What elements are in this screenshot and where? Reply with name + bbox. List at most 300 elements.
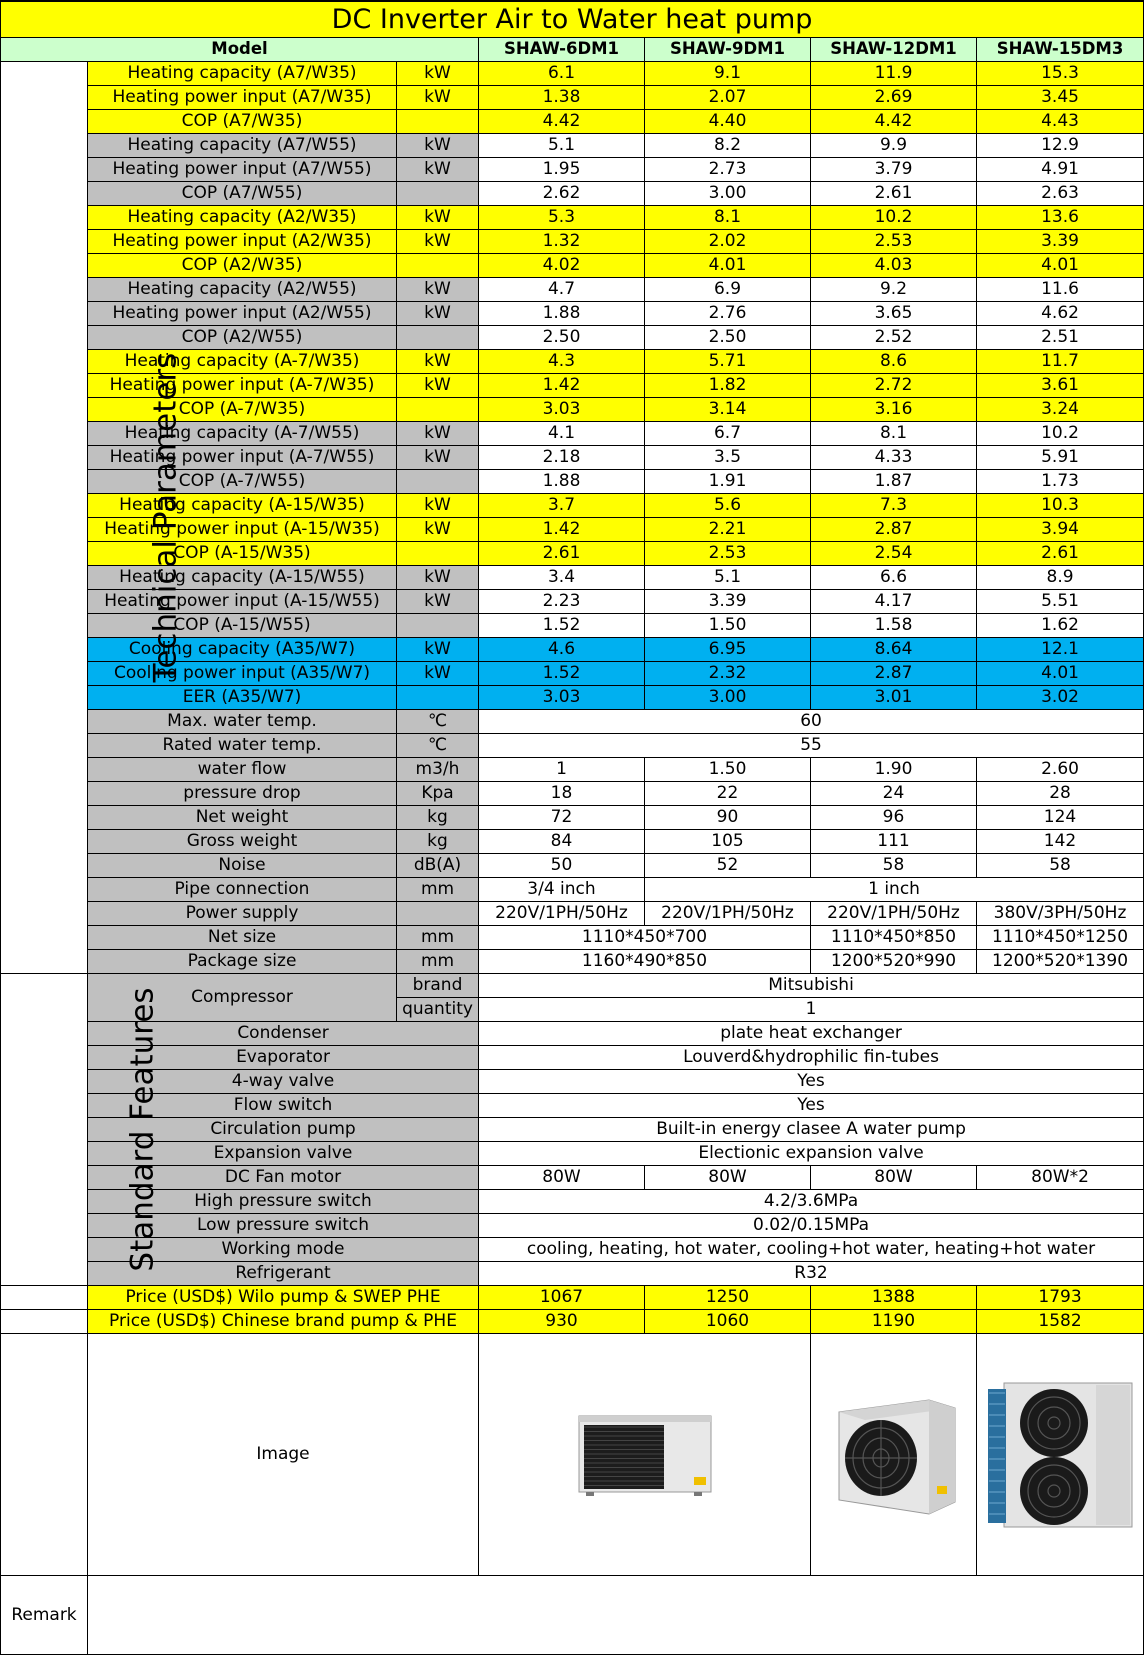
parameter-unit: ℃ — [397, 710, 479, 734]
parameter-label: Heating power input (A-15/W55) — [88, 590, 397, 614]
parameter-value: 2.23 — [479, 590, 645, 614]
parameter-unit — [397, 470, 479, 494]
parameter-value: 1 — [479, 758, 645, 782]
parameter-value: 60 — [479, 710, 1144, 734]
parameter-value: 2.02 — [645, 230, 811, 254]
parameter-label: Net size — [88, 926, 397, 950]
price-side-cell — [1, 1286, 88, 1310]
parameter-label: Heating power input (A-15/W35) — [88, 518, 397, 542]
feature-value: Yes — [479, 1094, 1144, 1118]
feature-value: Built-in energy clasee A water pump — [479, 1118, 1144, 1142]
table-row — [1, 158, 1144, 182]
parameter-value: 3.39 — [977, 230, 1144, 254]
parameter-value: 1.58 — [811, 614, 977, 638]
remark-value — [88, 1576, 1144, 1655]
parameter-label: Heating power input (A7/W35) — [88, 86, 397, 110]
parameter-value: 4.62 — [977, 302, 1144, 326]
parameter-value: 12.1 — [977, 638, 1144, 662]
parameter-value: 2.87 — [811, 662, 977, 686]
parameter-value: Mitsubishi — [479, 974, 1144, 998]
parameter-value: 24 — [811, 782, 977, 806]
parameter-value: 220V/1PH/50Hz — [645, 902, 811, 926]
parameter-value: 15.3 — [977, 62, 1144, 86]
parameter-value: 2.50 — [479, 326, 645, 350]
product-image-cell — [479, 1334, 811, 1576]
parameter-label: Heating power input (A2/W35) — [88, 230, 397, 254]
feature-value: R32 — [479, 1262, 1144, 1286]
parameter-value: 2.21 — [645, 518, 811, 542]
parameter-label: Heating capacity (A7/W55) — [88, 134, 397, 158]
parameter-value: 4.03 — [811, 254, 977, 278]
parameter-unit: ℃ — [397, 734, 479, 758]
price-label: Price (USD$) Chinese brand pump & PHE — [88, 1310, 479, 1334]
feature-value: Electionic expansion valve — [479, 1142, 1144, 1166]
parameter-label: Compressor — [88, 974, 397, 1022]
parameter-unit — [397, 110, 479, 134]
parameter-value: 52 — [645, 854, 811, 878]
parameter-value: 4.91 — [977, 158, 1144, 182]
parameter-value: 1 — [479, 998, 1144, 1022]
parameter-value: 5.6 — [645, 494, 811, 518]
table-row — [1, 1070, 1144, 1094]
parameter-value: 8.1 — [645, 206, 811, 230]
price-value: 1250 — [645, 1286, 811, 1310]
table-row — [1, 1214, 1144, 1238]
parameter-unit — [397, 542, 479, 566]
parameter-label: Heating capacity (A-15/W35) — [88, 494, 397, 518]
group-label-text: Standard Features — [124, 987, 161, 1272]
table-row — [1, 1190, 1144, 1214]
price-value: 1067 — [479, 1286, 645, 1310]
parameter-label: COP (A2/W35) — [88, 254, 397, 278]
feature-value: 80W — [479, 1166, 645, 1190]
parameter-value: 5.91 — [977, 446, 1144, 470]
parameter-value: 1.52 — [479, 614, 645, 638]
parameter-value: 22 — [645, 782, 811, 806]
feature-value: 80W — [645, 1166, 811, 1190]
parameter-value: 3.79 — [811, 158, 977, 182]
parameter-value: 4.42 — [811, 110, 977, 134]
parameter-value: 4.40 — [645, 110, 811, 134]
table-row — [1, 1334, 1144, 1576]
parameter-value: 2.53 — [645, 542, 811, 566]
parameter-value: 4.17 — [811, 590, 977, 614]
parameter-value: 3.39 — [645, 590, 811, 614]
parameter-value: 1200*520*990 — [811, 950, 977, 974]
parameter-label: COP (A-7/W35) — [88, 398, 397, 422]
table-row — [1, 1094, 1144, 1118]
parameter-value: 12.9 — [977, 134, 1144, 158]
feature-label: Refrigerant — [88, 1262, 479, 1286]
feature-value: cooling, heating, hot water, cooling+hot water, heating+hot water — [479, 1238, 1144, 1262]
feature-label: Working mode — [88, 1238, 479, 1262]
parameter-value: 4.01 — [645, 254, 811, 278]
table-row — [1, 278, 1144, 302]
table-row — [1, 1238, 1144, 1262]
feature-label: Low pressure switch — [88, 1214, 479, 1238]
parameter-value: 2.51 — [977, 326, 1144, 350]
parameter-value: 4.1 — [479, 422, 645, 446]
parameter-value: 5.71 — [645, 350, 811, 374]
parameter-value: 2.62 — [479, 182, 645, 206]
parameter-value: 9.1 — [645, 62, 811, 86]
parameter-unit — [397, 902, 479, 926]
parameter-value: 4.33 — [811, 446, 977, 470]
table-row — [1, 782, 1144, 806]
parameter-value: 11.7 — [977, 350, 1144, 374]
parameter-value: 3.01 — [811, 686, 977, 710]
remark-label: Remark — [1, 1576, 88, 1655]
group-label-text: Technical Parameters — [147, 352, 184, 683]
parameter-value: 3.5 — [645, 446, 811, 470]
price-label: Price (USD$) Wilo pump & SWEP PHE — [88, 1286, 479, 1310]
table-row — [1, 902, 1144, 926]
parameter-unit: kW — [397, 62, 479, 86]
parameter-value: 4.42 — [479, 110, 645, 134]
parameter-label: Heating capacity (A-15/W55) — [88, 566, 397, 590]
parameter-value: 2.61 — [479, 542, 645, 566]
parameter-value: 3.65 — [811, 302, 977, 326]
parameter-value: 5.51 — [977, 590, 1144, 614]
parameter-unit: kW — [397, 374, 479, 398]
feature-value: 4.2/3.6MPa — [479, 1190, 1144, 1214]
parameter-label: COP (A-15/W55) — [88, 614, 397, 638]
parameter-value: 6.7 — [645, 422, 811, 446]
parameter-value: 96 — [811, 806, 977, 830]
table-row — [1, 758, 1144, 782]
parameter-value: 10.2 — [977, 422, 1144, 446]
feature-label: Flow switch — [88, 1094, 479, 1118]
parameter-value: 50 — [479, 854, 645, 878]
price-value: 1793 — [977, 1286, 1144, 1310]
parameter-value: 10.2 — [811, 206, 977, 230]
parameter-value: 2.07 — [645, 86, 811, 110]
parameter-unit: kW — [397, 134, 479, 158]
table-row — [1, 1142, 1144, 1166]
parameter-value: 1110*450*1250 — [977, 926, 1144, 950]
table-row — [1, 182, 1144, 206]
parameter-value: 2.72 — [811, 374, 977, 398]
parameter-unit: quantity — [397, 998, 479, 1022]
parameter-value: 2.61 — [811, 182, 977, 206]
parameter-label: water flow — [88, 758, 397, 782]
parameter-value: 1.88 — [479, 302, 645, 326]
parameter-label: Net weight — [88, 806, 397, 830]
parameter-value: 1.95 — [479, 158, 645, 182]
parameter-label: Heating capacity (A-7/W55) — [88, 422, 397, 446]
parameter-label: Heating capacity (A7/W35) — [88, 62, 397, 86]
parameter-unit — [397, 182, 479, 206]
parameter-label: EER (A35/W7) — [88, 686, 397, 710]
parameter-label: Power supply — [88, 902, 397, 926]
parameter-value: 3.24 — [977, 398, 1144, 422]
feature-label: Condenser — [88, 1022, 479, 1046]
parameter-value: 8.9 — [977, 566, 1144, 590]
parameter-value: 8.64 — [811, 638, 977, 662]
feature-value: 80W*2 — [977, 1166, 1144, 1190]
feature-label: Expansion valve — [88, 1142, 479, 1166]
parameter-value: 8.6 — [811, 350, 977, 374]
heat-pump-unit-large-icon — [984, 1379, 1136, 1531]
parameter-value: 4.3 — [479, 350, 645, 374]
parameter-value: 3.03 — [479, 686, 645, 710]
parameter-label: Rated water temp. — [88, 734, 397, 758]
parameter-unit: kW — [397, 206, 479, 230]
parameter-value: 1110*450*700 — [479, 926, 811, 950]
model-name: SHAW-9DM1 — [645, 38, 811, 62]
parameter-value: 1200*520*1390 — [977, 950, 1144, 974]
table-row — [1, 950, 1144, 974]
parameter-value: 1.73 — [977, 470, 1144, 494]
parameter-value: 2.73 — [645, 158, 811, 182]
parameter-value: 4.01 — [977, 254, 1144, 278]
parameter-value: 3.94 — [977, 518, 1144, 542]
product-image-cell — [977, 1334, 1144, 1576]
table-row — [1, 926, 1144, 950]
parameter-unit — [397, 398, 479, 422]
parameter-unit: kW — [397, 638, 479, 662]
parameter-value: 3.45 — [977, 86, 1144, 110]
parameter-unit — [397, 254, 479, 278]
parameter-value: 2.63 — [977, 182, 1144, 206]
table-row — [1, 230, 1144, 254]
parameter-value: 2.87 — [811, 518, 977, 542]
table-row — [1, 110, 1144, 134]
parameter-value: 1.32 — [479, 230, 645, 254]
parameter-value: 1.62 — [977, 614, 1144, 638]
parameter-unit — [397, 326, 479, 350]
feature-label: High pressure switch — [88, 1190, 479, 1214]
parameter-unit: kW — [397, 446, 479, 470]
parameter-unit: kW — [397, 158, 479, 182]
parameter-label: Max. water temp. — [88, 710, 397, 734]
parameter-value: 3.7 — [479, 494, 645, 518]
parameter-label: Cooling power input (A35/W7) — [88, 662, 397, 686]
parameter-value: 1.38 — [479, 86, 645, 110]
parameter-unit: kW — [397, 278, 479, 302]
parameter-unit: kW — [397, 590, 479, 614]
parameter-value: 2.50 — [645, 326, 811, 350]
parameter-value: 58 — [811, 854, 977, 878]
parameter-label: Cooling capacity (A35/W7) — [88, 638, 397, 662]
price-side-cell — [1, 1310, 88, 1334]
parameter-value: 72 — [479, 806, 645, 830]
parameter-label: Noise — [88, 854, 397, 878]
parameter-value: 8.1 — [811, 422, 977, 446]
parameter-unit: kW — [397, 518, 479, 542]
parameter-value: 4.01 — [977, 662, 1144, 686]
parameter-unit — [397, 614, 479, 638]
price-value: 1060 — [645, 1310, 811, 1334]
parameter-value: 90 — [645, 806, 811, 830]
parameter-label: Heating capacity (A2/W55) — [88, 278, 397, 302]
parameter-label: Package size — [88, 950, 397, 974]
table-row — [1, 1310, 1144, 1334]
parameter-label: Heating power input (A7/W55) — [88, 158, 397, 182]
parameter-value: 1.50 — [645, 614, 811, 638]
feature-value: 0.02/0.15MPa — [479, 1214, 1144, 1238]
parameter-value: 28 — [977, 782, 1144, 806]
table-row — [1, 710, 1144, 734]
parameter-value: 1.88 — [479, 470, 645, 494]
parameter-value: 3.4 — [479, 566, 645, 590]
model-name: SHAW-15DM3 — [977, 38, 1144, 62]
parameter-value: 1.82 — [645, 374, 811, 398]
parameter-value: 3.00 — [645, 182, 811, 206]
parameter-value: 8.2 — [645, 134, 811, 158]
page-title: DC Inverter Air to Water heat pump — [1, 1, 1144, 38]
parameter-label: COP (A-15/W35) — [88, 542, 397, 566]
parameter-value: 105 — [645, 830, 811, 854]
parameter-value: 1.50 — [645, 758, 811, 782]
parameter-unit: dB(A) — [397, 854, 479, 878]
table-row — [1, 1166, 1144, 1190]
parameter-label: COP (A7/W55) — [88, 182, 397, 206]
parameter-label: Heating capacity (A-7/W35) — [88, 350, 397, 374]
parameter-value: 1.52 — [479, 662, 645, 686]
parameter-value: 2.32 — [645, 662, 811, 686]
table-row — [1, 302, 1144, 326]
parameter-value: 3.14 — [645, 398, 811, 422]
parameter-value: 1.90 — [811, 758, 977, 782]
parameter-value: 5.1 — [645, 566, 811, 590]
heat-pump-unit-small-icon — [576, 1413, 714, 1497]
feature-value: Yes — [479, 1070, 1144, 1094]
table-row — [1, 878, 1144, 902]
price-value: 1388 — [811, 1286, 977, 1310]
parameter-value: 6.1 — [479, 62, 645, 86]
table-row — [1, 734, 1144, 758]
table-row — [1, 1118, 1144, 1142]
parameter-value: 2.18 — [479, 446, 645, 470]
parameter-value: 2.52 — [811, 326, 977, 350]
parameter-unit: kg — [397, 806, 479, 830]
parameter-unit: mm — [397, 950, 479, 974]
parameter-value: 10.3 — [977, 494, 1144, 518]
price-value: 1582 — [977, 1310, 1144, 1334]
feature-label: Circulation pump — [88, 1118, 479, 1142]
table-row — [1, 1046, 1144, 1070]
parameter-value: 124 — [977, 806, 1144, 830]
feature-label: DC Fan motor — [88, 1166, 479, 1190]
parameter-value: 9.9 — [811, 134, 977, 158]
parameter-value: 2.76 — [645, 302, 811, 326]
price-value: 930 — [479, 1310, 645, 1334]
parameter-value: 2.69 — [811, 86, 977, 110]
feature-value: plate heat exchanger — [479, 1022, 1144, 1046]
parameter-value: 1110*450*850 — [811, 926, 977, 950]
parameter-value: 3.61 — [977, 374, 1144, 398]
table-row — [1, 806, 1144, 830]
image-side-cell — [1, 1334, 88, 1576]
feature-label: 4-way valve — [88, 1070, 479, 1094]
parameter-label: pressure drop — [88, 782, 397, 806]
parameter-value: 6.95 — [645, 638, 811, 662]
parameter-label: Heating power input (A2/W55) — [88, 302, 397, 326]
parameter-value: 18 — [479, 782, 645, 806]
parameter-unit: kW — [397, 230, 479, 254]
parameter-value: 13.6 — [977, 206, 1144, 230]
parameter-label: Pipe connection — [88, 878, 397, 902]
parameter-label: Gross weight — [88, 830, 397, 854]
parameter-label: Heating capacity (A2/W35) — [88, 206, 397, 230]
table-row — [1, 206, 1144, 230]
parameter-unit: brand — [397, 974, 479, 998]
parameter-unit: kW — [397, 422, 479, 446]
parameter-value: 84 — [479, 830, 645, 854]
table-row — [1, 686, 1144, 710]
parameter-value: 9.2 — [811, 278, 977, 302]
parameter-unit: mm — [397, 878, 479, 902]
product-image-cell — [811, 1334, 977, 1576]
parameter-value: 3.02 — [977, 686, 1144, 710]
parameter-value: 2.60 — [977, 758, 1144, 782]
group-label-standard — [1, 974, 161, 1286]
parameter-value: 1160*490*850 — [479, 950, 811, 974]
parameter-value: 220V/1PH/50Hz — [811, 902, 977, 926]
parameter-value: 1.42 — [479, 374, 645, 398]
parameter-value: 11.6 — [977, 278, 1144, 302]
model-name: SHAW-12DM1 — [811, 38, 977, 62]
parameter-unit: kW — [397, 350, 479, 374]
parameter-label: COP (A7/W35) — [88, 110, 397, 134]
parameter-label: Heating power input (A-7/W35) — [88, 374, 397, 398]
parameter-value: 3.03 — [479, 398, 645, 422]
table-row — [1, 254, 1144, 278]
parameter-value: 1.42 — [479, 518, 645, 542]
parameter-unit: kW — [397, 86, 479, 110]
parameter-value: 5.3 — [479, 206, 645, 230]
parameter-unit: Kpa — [397, 782, 479, 806]
model-name: SHAW-6DM1 — [479, 38, 645, 62]
table-row — [1, 1576, 1144, 1655]
parameter-unit: kW — [397, 494, 479, 518]
parameter-unit: mm — [397, 926, 479, 950]
feature-value: Louverd&hydrophilic fin-tubes — [479, 1046, 1144, 1070]
image-label: Image — [88, 1334, 479, 1576]
table-row — [1, 830, 1144, 854]
parameter-value: 6.9 — [645, 278, 811, 302]
parameter-unit: kW — [397, 302, 479, 326]
parameter-value: 3.00 — [645, 686, 811, 710]
parameter-value: 3.16 — [811, 398, 977, 422]
group-label-technical — [1, 62, 184, 974]
parameter-unit — [397, 686, 479, 710]
table-row — [1, 974, 1144, 998]
parameter-value: 6.6 — [811, 566, 977, 590]
heat-pump-unit-medium-icon — [829, 1390, 959, 1520]
table-row — [1, 1022, 1144, 1046]
parameter-value: 55 — [479, 734, 1144, 758]
parameter-label: COP (A-7/W55) — [88, 470, 397, 494]
table-row — [1, 86, 1144, 110]
parameter-value: 3/4 inch — [479, 878, 645, 902]
model-header-label: Model — [1, 38, 479, 62]
parameter-value: 220V/1PH/50Hz — [479, 902, 645, 926]
parameter-value: 4.02 — [479, 254, 645, 278]
parameter-value: 4.43 — [977, 110, 1144, 134]
parameter-value: 4.6 — [479, 638, 645, 662]
parameter-value: 2.54 — [811, 542, 977, 566]
table-row — [1, 1286, 1144, 1310]
table-row — [1, 326, 1144, 350]
parameter-unit: kg — [397, 830, 479, 854]
parameter-unit: m3/h — [397, 758, 479, 782]
parameter-value: 1.91 — [645, 470, 811, 494]
table-row — [1, 1262, 1144, 1286]
parameter-value: 1.87 — [811, 470, 977, 494]
feature-value: 80W — [811, 1166, 977, 1190]
